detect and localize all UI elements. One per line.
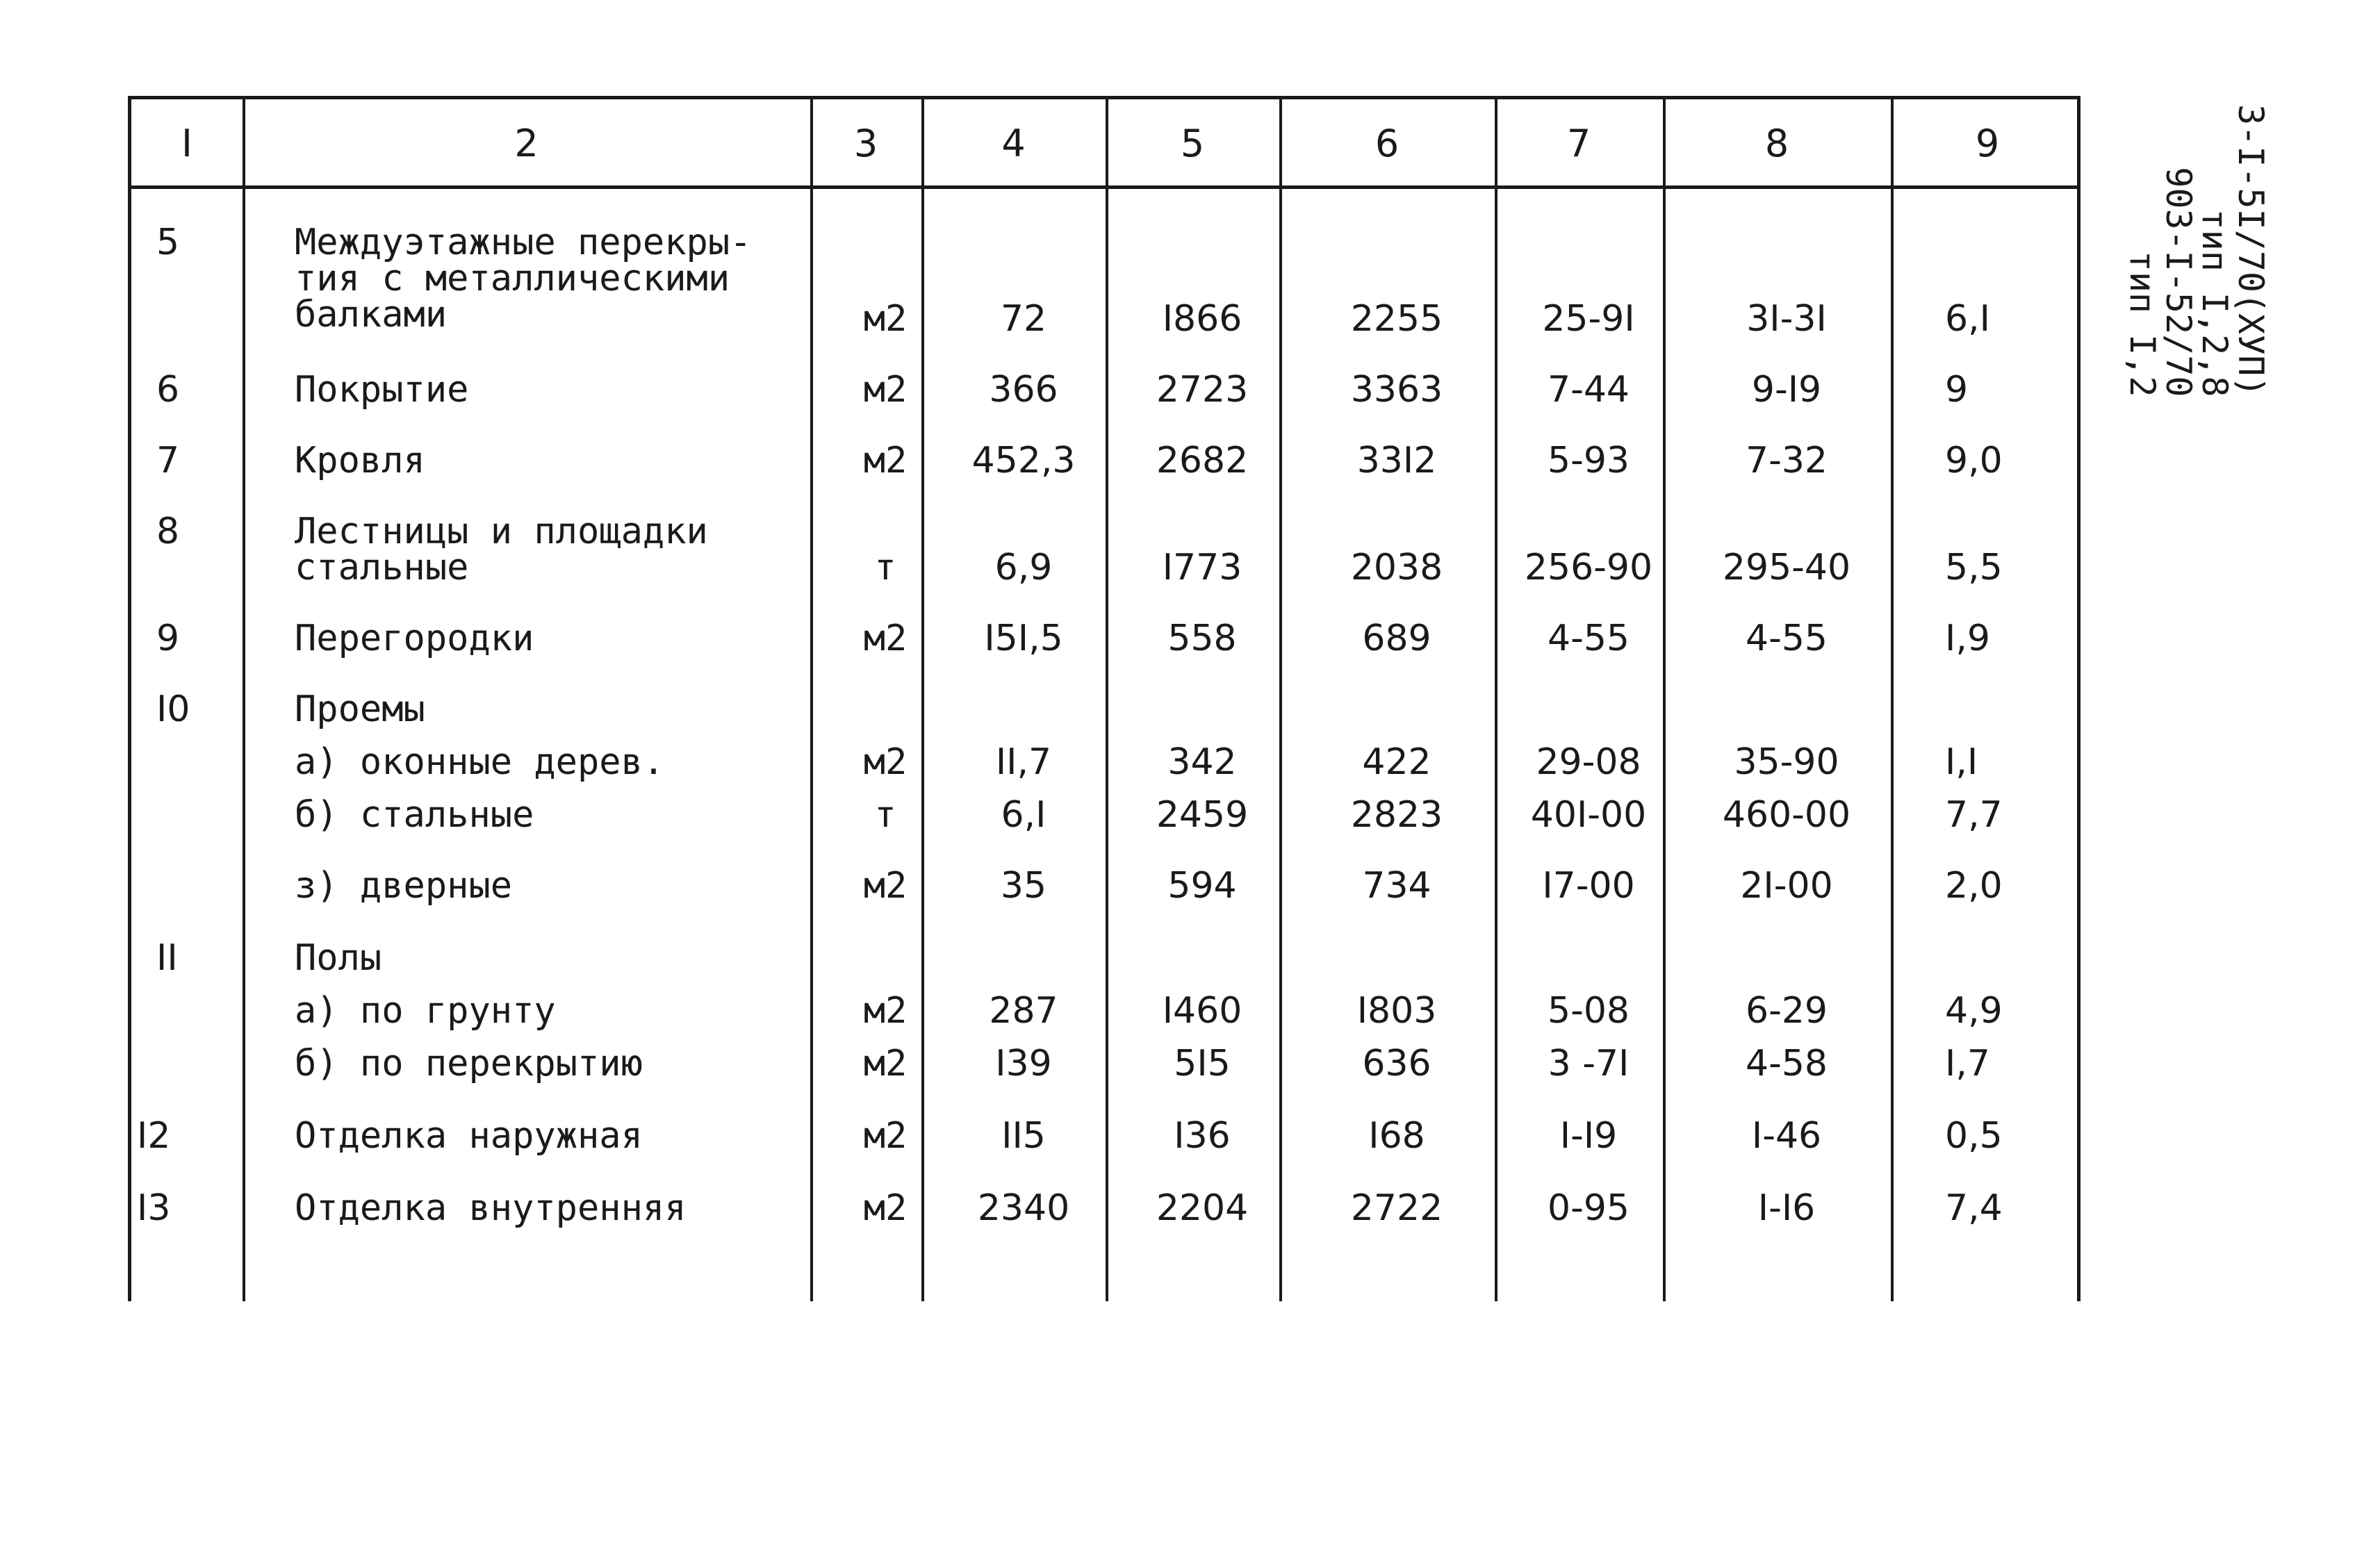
- row-col5: 594: [1167, 865, 1237, 907]
- row-unit: м2: [863, 865, 908, 907]
- row-col7: 4-55: [1547, 618, 1630, 659]
- row-col6: 2722: [1350, 1187, 1443, 1229]
- row-unit: м2: [863, 440, 908, 481]
- document-code-stamp: [2109, 104, 2283, 479]
- column-divider: [810, 99, 813, 1301]
- row-name-line: Проемы: [295, 688, 425, 730]
- row-unit: м2: [863, 369, 908, 411]
- row-col5: 5I5: [1174, 1043, 1231, 1084]
- row-number: 6: [156, 369, 180, 411]
- row-name-line: Междуэтажные перекры-: [295, 222, 752, 263]
- row-unit: м2: [863, 990, 908, 1032]
- row-col8: 2I-00: [1740, 865, 1833, 907]
- row-col9: I,9: [1945, 618, 1990, 659]
- row-col7: 5-93: [1547, 440, 1630, 481]
- row-col9: 2,0: [1945, 865, 2003, 907]
- header-col-4: 4: [1001, 121, 1026, 165]
- row-col7: 5-08: [1547, 990, 1630, 1032]
- row-col9: I,7: [1945, 1043, 1990, 1084]
- header-col-7: 7: [1566, 121, 1591, 165]
- row-col8: 35-90: [1734, 741, 1839, 783]
- header-col-2: 2: [514, 121, 539, 165]
- row-col5: 2204: [1156, 1187, 1249, 1229]
- data-table: [128, 96, 2081, 1301]
- row-col9: 9,0: [1945, 440, 2003, 481]
- row-col5: 2723: [1156, 369, 1249, 411]
- row-name-line: Перегородки: [295, 618, 534, 659]
- document-code-text: [2124, 104, 2269, 397]
- row-col4: I39: [995, 1043, 1052, 1084]
- header-col-1: I: [181, 121, 192, 165]
- row-name-line: б) по перекрытию: [295, 1043, 643, 1084]
- row-unit: т: [874, 794, 896, 836]
- row-col8: 6-29: [1745, 990, 1828, 1032]
- row-col5: 2682: [1156, 440, 1249, 481]
- row-unit: м2: [863, 1187, 908, 1229]
- row-col6: 33I2: [1356, 440, 1437, 481]
- row-col4: 2340: [977, 1187, 1070, 1229]
- row-col6: 734: [1362, 865, 1431, 907]
- row-col4: II5: [1001, 1115, 1046, 1157]
- row-name-line: балками: [295, 294, 448, 336]
- row-col5: 342: [1167, 741, 1237, 783]
- row-col5: I866: [1162, 298, 1242, 340]
- row-name-line: Покрытие: [295, 369, 469, 411]
- row-name-line: а) по грунту: [295, 990, 556, 1032]
- row-unit: м2: [863, 1115, 908, 1157]
- row-col5: I460: [1162, 990, 1242, 1032]
- doc-code-line-1: 3-I-5I/70(ХУП): [2231, 104, 2271, 397]
- row-col4: II,7: [995, 741, 1052, 783]
- header-col-5: 5: [1180, 121, 1205, 165]
- row-col6: 3363: [1350, 369, 1443, 411]
- row-col8: 4-55: [1745, 618, 1828, 659]
- row-name-line: б) стальные: [295, 794, 534, 836]
- row-number: I0: [156, 688, 190, 730]
- row-col4: 6,9: [994, 547, 1053, 588]
- row-col5: I773: [1162, 547, 1242, 588]
- row-col8: 9-I9: [1751, 369, 1822, 411]
- row-col9: 6,I: [1945, 298, 1990, 340]
- row-col7: I-I9: [1559, 1115, 1618, 1157]
- row-unit: м2: [863, 741, 908, 783]
- header-col-8: 8: [1764, 121, 1789, 165]
- row-col6: 2255: [1350, 298, 1443, 340]
- row-col4: I5I,5: [984, 618, 1063, 659]
- row-col6: I68: [1368, 1115, 1425, 1157]
- row-col8: 295-40: [1722, 547, 1851, 588]
- row-col8: I-46: [1751, 1115, 1822, 1157]
- row-col7: 25-9I: [1542, 298, 1635, 340]
- row-col7: 29-08: [1536, 741, 1641, 783]
- row-number: 9: [156, 618, 180, 659]
- row-col7: I7-00: [1542, 865, 1635, 907]
- row-unit: м2: [863, 618, 908, 659]
- row-col8: 7-32: [1745, 440, 1828, 481]
- row-name-line: тия с металлическими: [295, 258, 730, 299]
- row-col8: 4-58: [1745, 1043, 1828, 1084]
- row-col9: 7,4: [1945, 1187, 2003, 1229]
- row-col7: 40I-00: [1530, 794, 1647, 836]
- row-col4: 366: [989, 369, 1058, 411]
- row-col5: 2459: [1156, 794, 1249, 836]
- row-col8: 460-00: [1722, 794, 1851, 836]
- header-col-3: 3: [853, 121, 878, 165]
- row-col7: 3 -7I: [1548, 1043, 1630, 1084]
- row-col4: 6,I: [1001, 794, 1047, 836]
- row-name-line: Кровля: [295, 440, 425, 481]
- row-col6: 2038: [1350, 547, 1443, 588]
- row-col8: I-I6: [1757, 1187, 1816, 1229]
- row-number: 7: [156, 440, 180, 481]
- row-name-line: з) дверные: [295, 865, 513, 907]
- row-col9: 9: [1945, 369, 1969, 411]
- row-unit: м2: [863, 298, 908, 340]
- row-name-line: а) оконные дерев.: [295, 741, 665, 783]
- row-col4: 72: [1000, 298, 1047, 340]
- row-name-line: Лестницы и площадки: [295, 511, 708, 552]
- row-col6: 636: [1362, 1043, 1431, 1084]
- header-col-9: 9: [1975, 121, 2000, 165]
- row-number: 8: [156, 511, 180, 552]
- row-col9: 0,5: [1945, 1115, 2003, 1157]
- row-col9: I,I: [1945, 741, 1978, 783]
- row-name-line: стальные: [295, 547, 469, 588]
- row-number: II: [156, 937, 178, 979]
- row-col4: 452,3: [971, 440, 1076, 481]
- row-col9: 7,7: [1945, 794, 2003, 836]
- doc-code-line-2: тип I,2,8: [2194, 208, 2235, 397]
- row-unit: м2: [863, 1043, 908, 1084]
- row-col4: 35: [1000, 865, 1047, 907]
- row-col5: I36: [1174, 1115, 1231, 1157]
- row-col6: 422: [1362, 741, 1431, 783]
- row-name-line: Полы: [295, 937, 382, 979]
- doc-code-line-3: 903-I-52/70: [2158, 167, 2199, 397]
- row-name-line: Отделка внутренняя: [295, 1187, 687, 1229]
- header-col-6: 6: [1374, 121, 1400, 165]
- row-col9: 4,9: [1945, 990, 2003, 1032]
- row-number: 5: [156, 222, 180, 263]
- row-number: I3: [137, 1187, 171, 1229]
- column-divider: [243, 99, 245, 1301]
- row-col6: 689: [1362, 618, 1431, 659]
- row-col9: 5,5: [1945, 547, 2003, 588]
- row-number: I2: [137, 1115, 171, 1157]
- row-col7: 0-95: [1547, 1187, 1630, 1229]
- row-col7: 256-90: [1524, 547, 1653, 588]
- row-col4: 287: [989, 990, 1058, 1032]
- row-col5: 558: [1167, 618, 1237, 659]
- row-col6: I803: [1356, 990, 1437, 1032]
- doc-code-line-4: тип I,2: [2122, 250, 2162, 397]
- row-name-line: Отделка наружная: [295, 1115, 643, 1157]
- row-col8: 3I-3I: [1746, 298, 1827, 340]
- row-col7: 7-44: [1547, 369, 1630, 411]
- row-col6: 2823: [1350, 794, 1443, 836]
- header-divider: [131, 185, 2077, 189]
- row-unit: т: [874, 547, 896, 588]
